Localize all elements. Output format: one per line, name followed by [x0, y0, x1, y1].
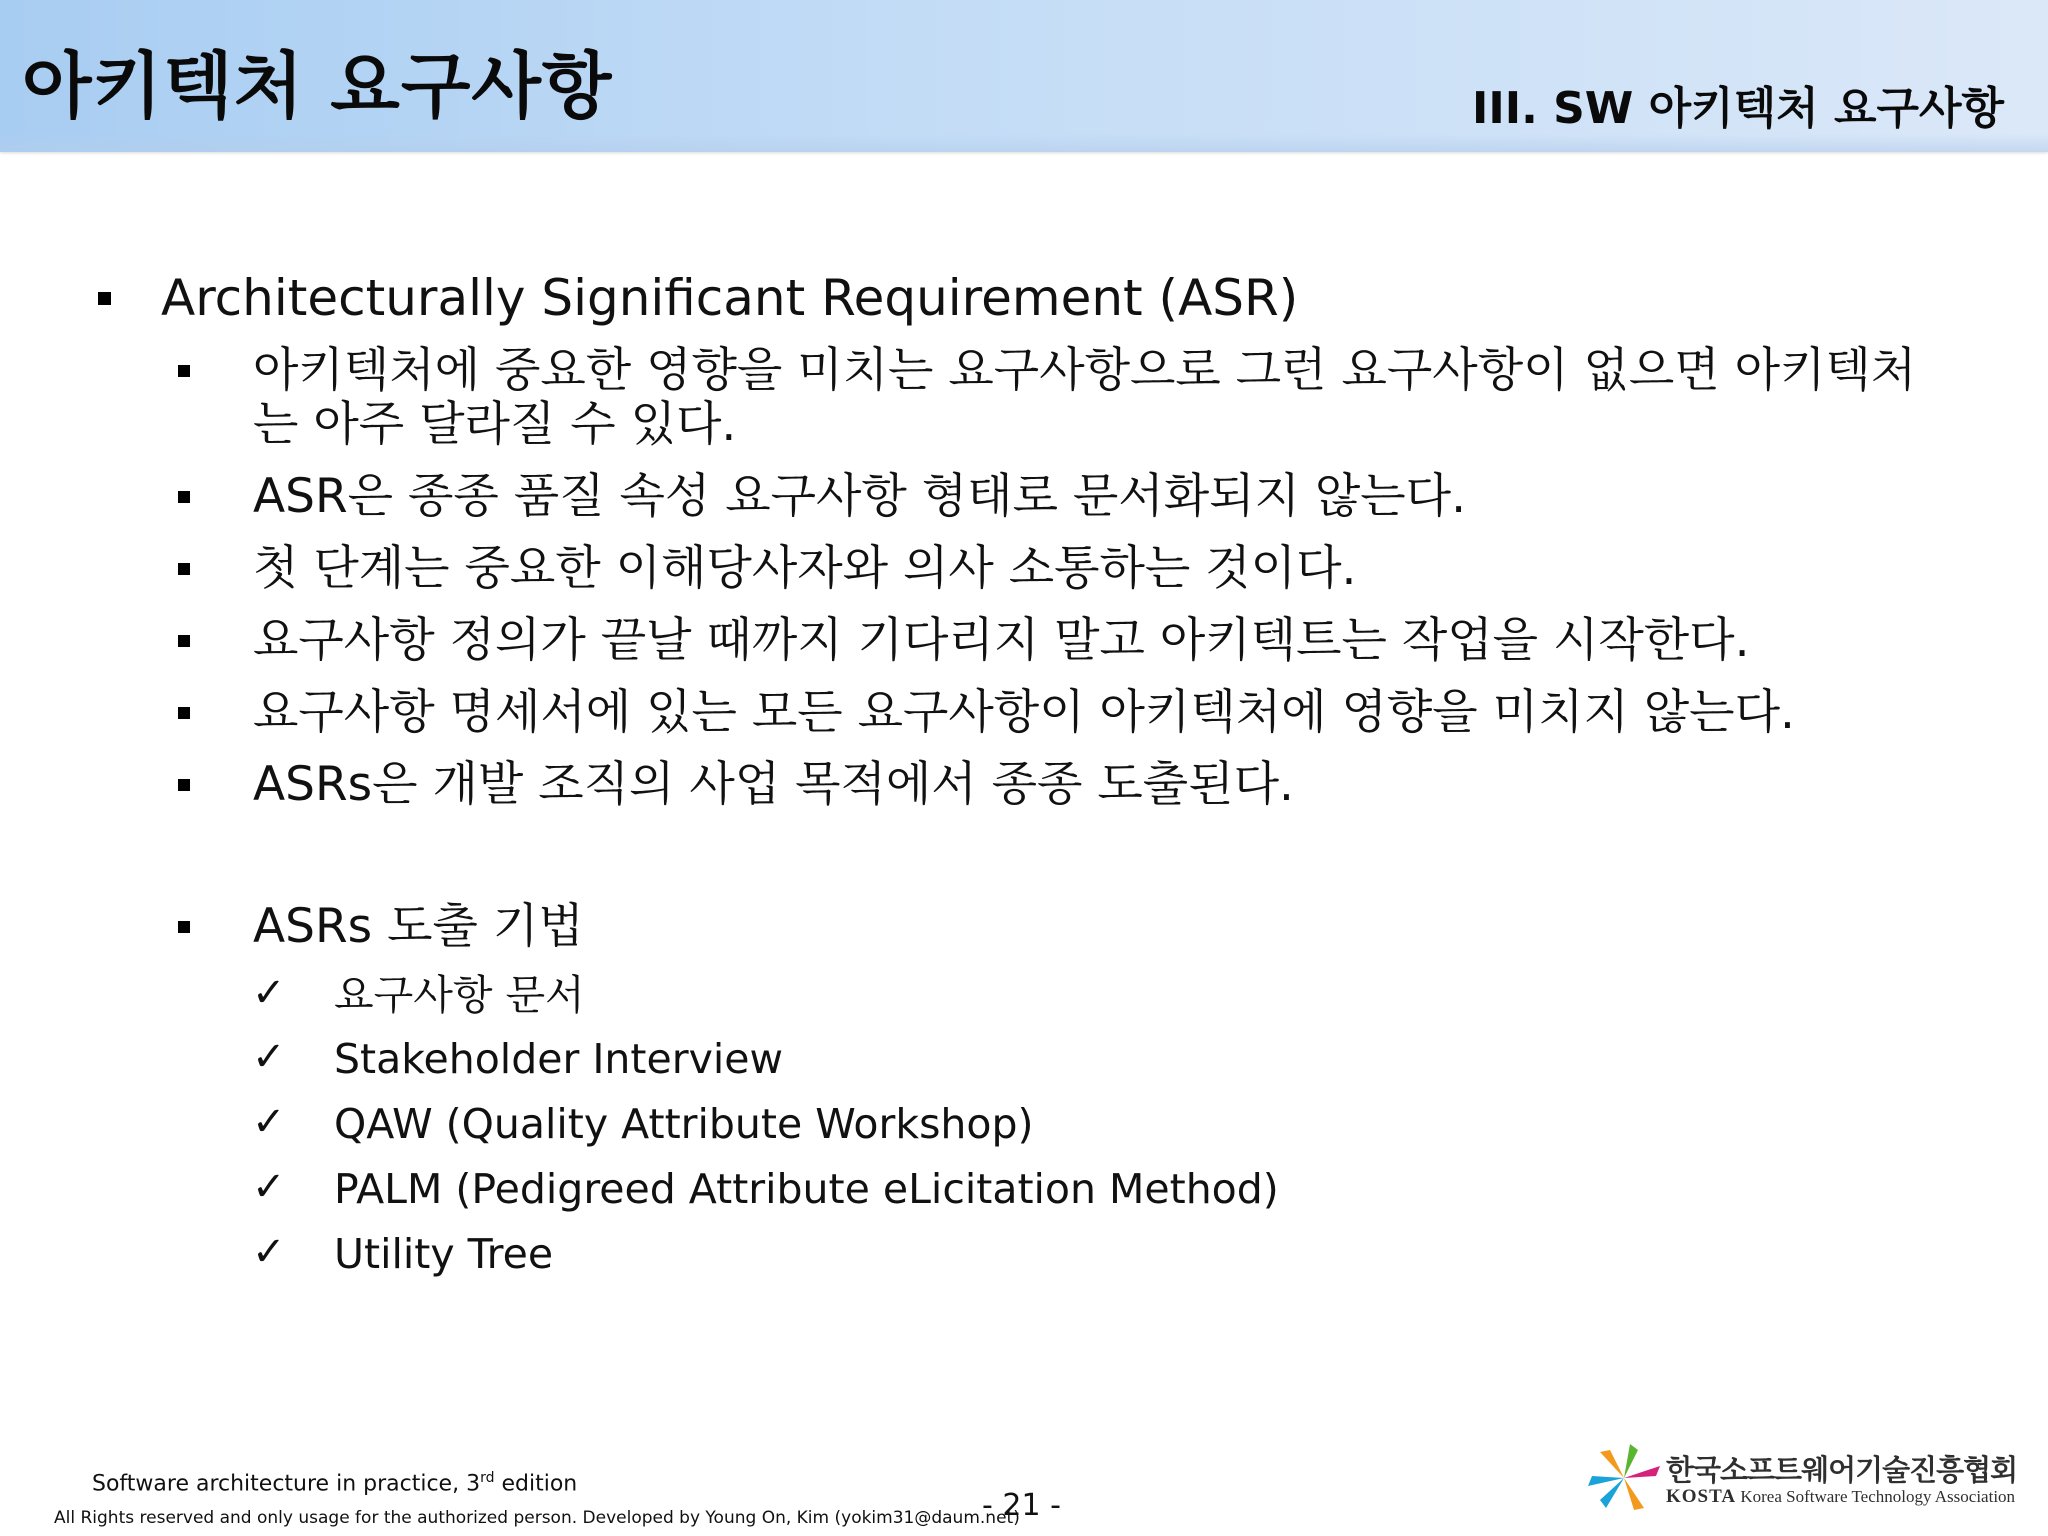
reference-text: Software architecture in practice, 3: [92, 1471, 481, 1497]
techniques-title: ASRs 도출 기법: [253, 899, 584, 954]
reference-superscript: rd: [480, 1470, 495, 1486]
footer-rights: All Rights reserved and only usage for the authorized person. Developed by Young On, Kim (yokim31@daum.net): [54, 1508, 1020, 1528]
square-bullet-icon: [178, 365, 190, 377]
square-bullet-icon: [178, 491, 190, 503]
square-bullet-icon: [178, 563, 190, 575]
point-text: ASR은 종종 품질 속성 요구사항 형태로 문서화되지 않는다.: [253, 469, 1467, 524]
technique-item: QAW (Quality Attribute Workshop): [334, 1100, 1034, 1148]
checkmark-icon: ✓: [252, 1034, 286, 1080]
square-bullet-icon: [178, 635, 190, 647]
square-bullet-icon: [178, 707, 190, 719]
checkmark-icon: ✓: [252, 970, 286, 1016]
technique-item: Utility Tree: [334, 1230, 554, 1278]
technique-item: 요구사항 문서: [334, 971, 585, 1019]
square-bullet-icon: [178, 779, 190, 791]
logo-english-text: Korea Software Technology Association: [1740, 1487, 2016, 1506]
square-bullet-icon: [178, 921, 190, 933]
slide-header: [0, 0, 2048, 152]
kosta-logo: [1584, 1442, 2018, 1516]
checkmark-icon: ✓: [252, 1164, 286, 1210]
point-text-continued: 는 아주 달라질 수 있다.: [253, 397, 737, 452]
point-text: 요구사항 명세서에 있는 모든 요구사항이 아키텍처에 영향을 미치지 않는다.: [253, 685, 1795, 740]
technique-item: Stakeholder Interview: [334, 1035, 783, 1083]
heading-item: [98, 266, 1298, 330]
reference-edition: edition: [494, 1471, 578, 1497]
logo-english-name: [1666, 1486, 2015, 1508]
logo-abbreviation: KOSTA: [1666, 1486, 1737, 1507]
point-text: 첫 단계는 중요한 이해당사자와 의사 소통하는 것이다.: [253, 541, 1357, 596]
logo-korean-name: 한국소프트웨어기술진흥협회: [1666, 1453, 2018, 1487]
point-text: 요구사항 정의가 끝날 때까지 기다리지 말고 아키텍트는 작업을 시작한다.: [253, 613, 1750, 668]
section-label: III. SW 아키텍처 요구사항: [1471, 83, 2004, 134]
point-text: 아키텍처에 중요한 영향을 미치는 요구사항으로 그런 요구사항이 없으면 아키텍처: [253, 343, 1917, 398]
checkmark-icon: ✓: [252, 1229, 286, 1275]
technique-item: PALM (Pedigreed Attribute eLicitation Method): [334, 1165, 1279, 1213]
square-bullet-icon: [98, 292, 111, 305]
page-title: 아키텍처 요구사항: [22, 44, 613, 128]
footer-reference: [92, 1470, 577, 1496]
heading-text: Architecturally Significant Requirement (ASR): [161, 269, 1299, 327]
kosta-logo-icon: [1584, 1442, 1664, 1516]
page-number: - 21 -: [982, 1488, 1061, 1523]
checkmark-icon: ✓: [252, 1099, 286, 1145]
point-text: ASRs은 개발 조직의 사업 목적에서 종종 도출된다.: [253, 757, 1294, 812]
